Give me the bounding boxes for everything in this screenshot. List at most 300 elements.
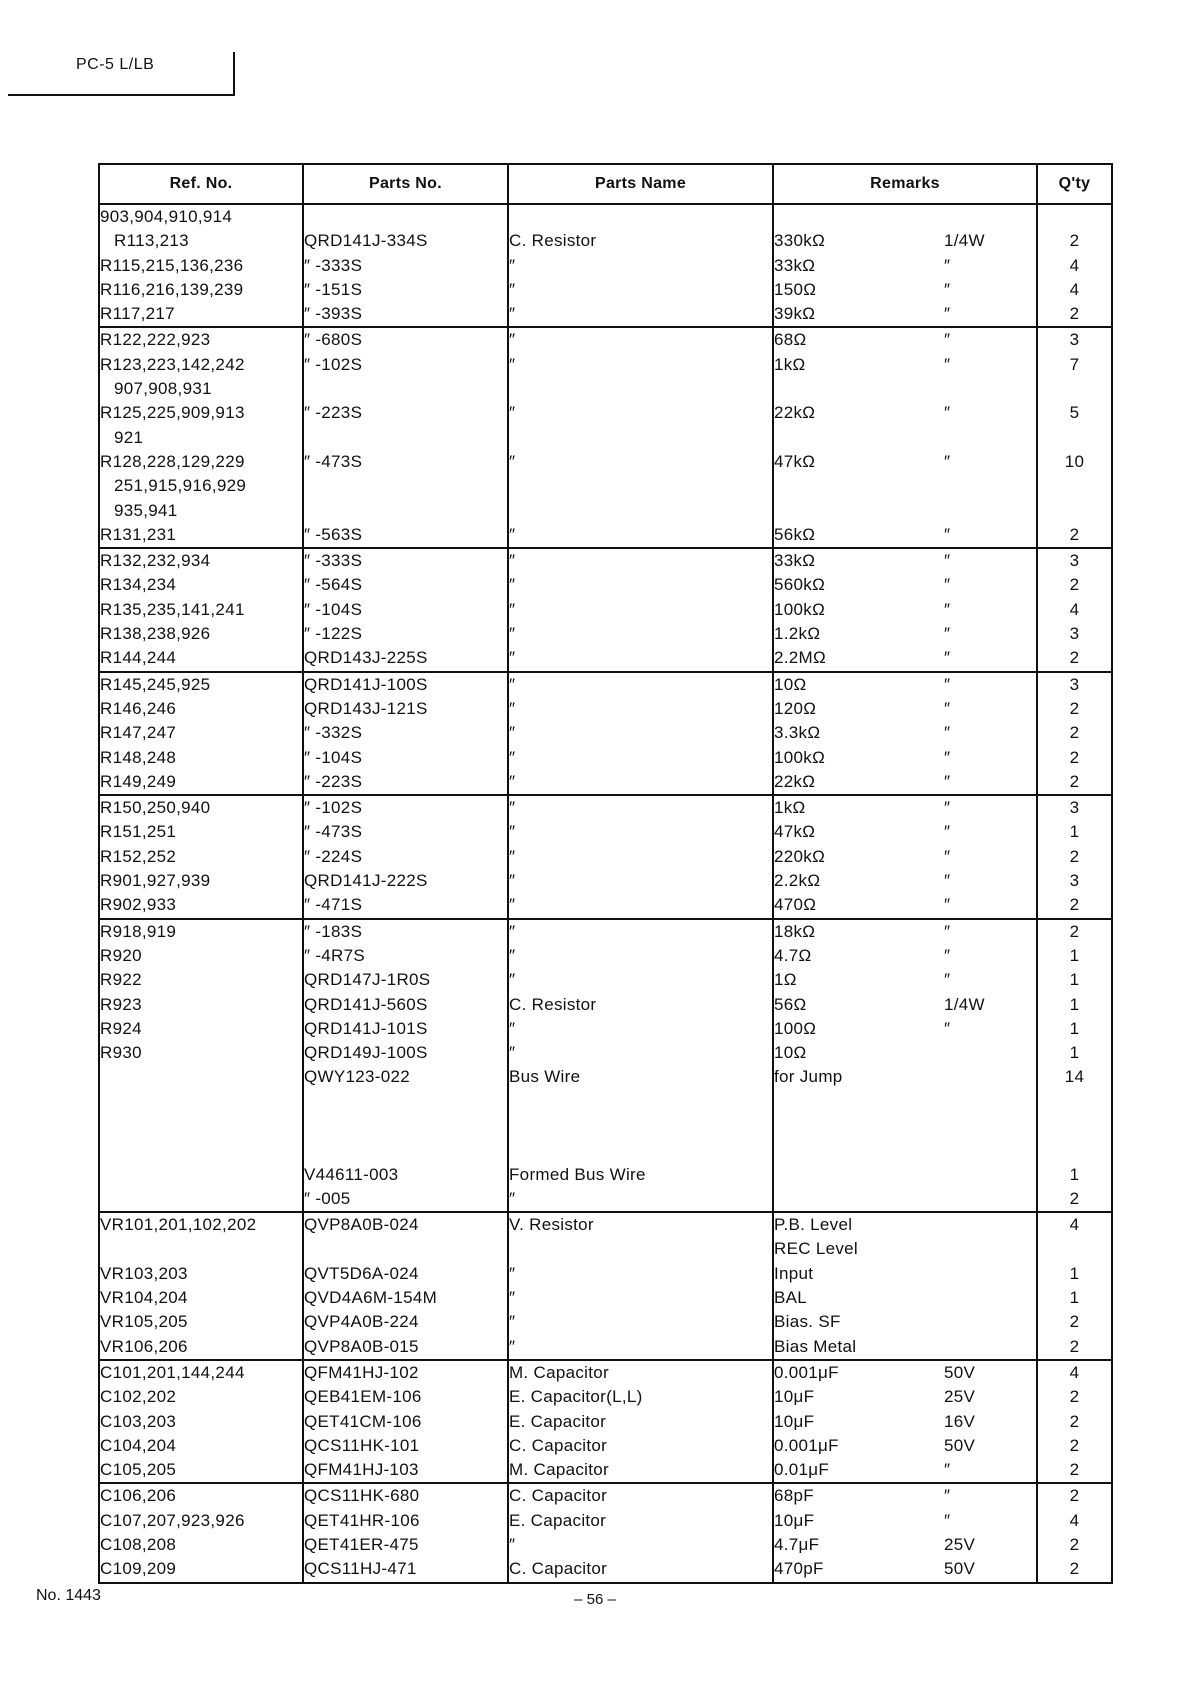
ref-no-line: R145,245,925 — [100, 674, 211, 694]
remarks-value: 0.01μF — [774, 1460, 830, 1480]
ref-no-cell — [99, 869, 303, 893]
parts-name-text: ″ — [509, 747, 516, 767]
parts-no-cell — [303, 1212, 508, 1262]
table-row — [99, 204, 1112, 254]
ref-no-line: C107,207,923,926 — [100, 1510, 245, 1530]
ref-no-cell — [99, 770, 303, 795]
remarks-rating: ″ — [944, 451, 951, 471]
table-row — [99, 746, 1112, 770]
ref-no-cell — [99, 1360, 303, 1385]
remarks-value: 1kΩ — [774, 798, 806, 818]
remarks-rating: ″ — [944, 304, 951, 324]
parts-name-text: ″ — [509, 846, 516, 866]
ref-no-cell — [99, 820, 303, 844]
remarks-value: 4.7μF — [774, 1535, 820, 1555]
remarks-rating: ″ — [944, 575, 951, 595]
remarks-cell — [773, 746, 1037, 770]
parts-no-cell — [303, 646, 508, 671]
parts-name-text: ″ — [509, 551, 516, 571]
ref-no-line: R922 — [100, 970, 142, 990]
remarks-cell — [773, 968, 1037, 992]
remarks-line — [774, 1187, 1036, 1211]
qty-text: 2 — [1069, 1535, 1080, 1555]
table-row — [99, 548, 1112, 573]
qty-cell — [1037, 1509, 1112, 1533]
parts-name-cell — [508, 1090, 773, 1114]
table-row — [99, 919, 1112, 944]
qty-text: 4 — [1069, 1510, 1080, 1530]
parts-no-text — [304, 377, 507, 401]
remarks-value: 39kΩ — [774, 304, 816, 324]
parts-no-text — [304, 1114, 507, 1138]
remarks-line — [774, 401, 1036, 425]
remarks-value: 10μF — [774, 1510, 815, 1530]
qty-cell — [1037, 770, 1112, 795]
remarks-rating: ″ — [944, 330, 951, 350]
qty-text: 2 — [1069, 846, 1080, 866]
table-row — [99, 1138, 1112, 1162]
remarks-line — [774, 278, 1036, 302]
remarks-cell — [773, 450, 1037, 523]
remarks-line — [774, 1138, 1036, 1162]
qty-cell — [1037, 845, 1112, 869]
ref-no-cell — [99, 1483, 303, 1508]
parts-no-cell — [303, 1041, 508, 1065]
parts-name-text: V. Resistor — [509, 1215, 594, 1235]
parts-name-cell — [508, 204, 773, 254]
ref-no-cell — [99, 1509, 303, 1533]
qty-cell — [1037, 721, 1112, 745]
parts-no-cell — [303, 869, 508, 893]
ref-no-line: R918,919 — [100, 921, 177, 941]
remarks-cell — [773, 1262, 1037, 1286]
remarks-line — [774, 944, 1036, 968]
remarks-line — [774, 549, 1036, 573]
qty-text: 2 — [1069, 771, 1080, 791]
ref-no-cell — [99, 1286, 303, 1310]
parts-no-text: QVP8A0B-015 — [304, 1336, 419, 1356]
remarks-rating: ″ — [944, 1018, 951, 1038]
remarks-line — [774, 1310, 1036, 1334]
parts-name-text: ″ — [509, 871, 516, 891]
parts-no-text: QRD143J-121S — [304, 698, 428, 718]
column-header-ref-no: Ref. No. — [99, 164, 303, 204]
remarks-value: Input — [774, 1263, 814, 1283]
parts-name-text — [509, 1138, 772, 1162]
ref-no-cell — [99, 746, 303, 770]
remarks-line — [774, 1385, 1036, 1409]
ref-no-line — [100, 1187, 302, 1211]
ref-no-line: R123,223,142,242 — [100, 354, 245, 374]
ref-no-cell — [99, 646, 303, 671]
parts-name-cell — [508, 646, 773, 671]
remarks-value: 560kΩ — [774, 575, 826, 595]
parts-name-text: ″ — [509, 1043, 516, 1063]
ref-no-cell — [99, 622, 303, 646]
parts-no-cell — [303, 1483, 508, 1508]
parts-name-cell — [508, 746, 773, 770]
ref-no-line: R148,248 — [100, 747, 177, 767]
remarks-line — [774, 746, 1036, 770]
parts-no-text: QRD141J-100S — [304, 674, 428, 694]
ref-no-line: R930 — [100, 1043, 142, 1063]
table-row — [99, 1483, 1112, 1508]
parts-no-text: ″ -223S — [304, 403, 363, 423]
remarks-line — [774, 1361, 1036, 1385]
parts-no-text — [304, 499, 507, 523]
table-row — [99, 1065, 1112, 1089]
ref-no-line: C103,203 — [100, 1411, 177, 1431]
remarks-line — [774, 450, 1036, 474]
qty-text: 2 — [1069, 231, 1080, 251]
parts-name-cell — [508, 1041, 773, 1065]
parts-name-text: E. Capacitor — [509, 1411, 607, 1431]
ref-no-cell — [99, 1065, 303, 1089]
parts-no-cell — [303, 968, 508, 992]
qty-cell — [1037, 1410, 1112, 1434]
remarks-value: 150Ω — [774, 279, 817, 299]
parts-no-cell — [303, 1533, 508, 1557]
remarks-cell — [773, 1410, 1037, 1434]
parts-no-text: QRD141J-334S — [304, 231, 428, 251]
parts-name-text: ″ — [509, 304, 516, 324]
parts-name-text: ″ — [509, 798, 516, 818]
qty-cell — [1037, 1335, 1112, 1360]
remarks-line — [774, 673, 1036, 697]
parts-name-text: ″ — [509, 945, 516, 965]
remarks-line — [774, 869, 1036, 893]
parts-no-text: ″ -151S — [304, 279, 363, 299]
remarks-value: 10Ω — [774, 674, 807, 694]
ref-no-line: C101,201,144,244 — [100, 1362, 245, 1382]
remarks-cell — [773, 302, 1037, 327]
remarks-line — [774, 1410, 1036, 1434]
qty-text: 2 — [1069, 1486, 1080, 1506]
parts-no-cell — [303, 697, 508, 721]
qty-cell — [1037, 278, 1112, 302]
parts-no-text: QWY123-022 — [304, 1067, 410, 1087]
remarks-cell — [773, 1434, 1037, 1458]
remarks-line — [774, 1286, 1036, 1310]
remarks-line — [774, 920, 1036, 944]
table-row — [99, 450, 1112, 523]
qty-cell — [1037, 1163, 1112, 1187]
remarks-line — [774, 697, 1036, 721]
parts-name-cell — [508, 327, 773, 352]
table-row — [99, 845, 1112, 869]
remarks-line — [774, 820, 1036, 844]
ref-no-cell — [99, 1434, 303, 1458]
ref-no-cell — [99, 1533, 303, 1557]
parts-no-text: ″ -333S — [304, 255, 363, 275]
ref-no-line: VR101,201,102,202 — [100, 1215, 257, 1235]
remarks-value: 47kΩ — [774, 451, 816, 471]
parts-no-cell — [303, 820, 508, 844]
parts-no-text: QFM41HJ-103 — [304, 1460, 419, 1480]
table-row — [99, 523, 1112, 548]
remarks-value: 100Ω — [774, 1018, 817, 1038]
remarks-cell — [773, 1114, 1037, 1138]
qty-text: 2 — [1069, 575, 1080, 595]
parts-no-text: ″ -393S — [304, 304, 363, 324]
remarks-rating: ″ — [944, 1510, 951, 1530]
remarks-line — [774, 1017, 1036, 1041]
ref-no-line: C105,205 — [100, 1460, 177, 1480]
parts-no-text: QET41HR-106 — [304, 1510, 420, 1530]
remarks-value: 120Ω — [774, 698, 817, 718]
ref-no-cell — [99, 573, 303, 597]
parts-no-text: ″ -122S — [304, 624, 363, 644]
remarks-cell — [773, 523, 1037, 548]
remarks-rating: ″ — [944, 1460, 951, 1480]
remarks-value: 470Ω — [774, 895, 817, 915]
parts-no-cell — [303, 278, 508, 302]
ref-no-line: VR103,203 — [100, 1263, 188, 1283]
remarks-value: 2.2kΩ — [774, 871, 821, 891]
parts-no-text: QFM41HJ-102 — [304, 1362, 419, 1382]
remarks-cell — [773, 1385, 1037, 1409]
qty-cell — [1037, 820, 1112, 844]
ref-no-cell — [99, 1410, 303, 1434]
parts-no-cell — [303, 1557, 508, 1582]
parts-no-text: QET41ER-475 — [304, 1535, 419, 1555]
remarks-cell — [773, 795, 1037, 820]
parts-list-table — [98, 163, 1113, 1584]
ref-no-line: R923 — [100, 994, 142, 1014]
ref-no-line: R135,235,141,241 — [100, 599, 245, 619]
remarks-line — [774, 377, 1036, 401]
table-header-row — [99, 164, 1112, 204]
parts-name-text: C. Capacitor — [509, 1435, 608, 1455]
qty-text: 2 — [1069, 524, 1080, 544]
remarks-cell — [773, 204, 1037, 254]
remarks-rating: 50V — [944, 1362, 976, 1382]
parts-name-text: ″ — [509, 771, 516, 791]
qty-text: 1 — [1069, 1043, 1080, 1063]
remarks-line — [774, 1237, 1036, 1261]
parts-no-text: ″ -183S — [304, 921, 363, 941]
parts-no-cell — [303, 893, 508, 918]
qty-text — [1038, 1090, 1111, 1114]
parts-name-cell — [508, 721, 773, 745]
qty-cell — [1037, 968, 1112, 992]
ref-no-line: R150,250,940 — [100, 798, 211, 818]
qty-text: 2 — [1069, 1312, 1080, 1332]
parts-name-text: ″ — [509, 1188, 516, 1208]
remarks-value: 22kΩ — [774, 771, 816, 791]
ref-no-line: 251,915,916,929 — [114, 476, 247, 496]
qty-text — [1038, 205, 1111, 229]
parts-name-text: ″ — [509, 698, 516, 718]
qty-text: 1 — [1069, 1164, 1080, 1184]
qty-text: 2 — [1069, 723, 1080, 743]
parts-name-text — [509, 499, 772, 523]
parts-no-cell — [303, 1090, 508, 1114]
qty-text: 7 — [1069, 354, 1080, 374]
remarks-line — [774, 1065, 1036, 1089]
table-row — [99, 1335, 1112, 1360]
table-row — [99, 893, 1112, 918]
table-row — [99, 254, 1112, 278]
table-row — [99, 1509, 1112, 1533]
qty-cell — [1037, 523, 1112, 548]
qty-cell — [1037, 450, 1112, 523]
parts-name-cell — [508, 1360, 773, 1385]
parts-no-text: QVP4A0B-224 — [304, 1312, 419, 1332]
remarks-rating: ″ — [944, 871, 951, 891]
remarks-value: 220kΩ — [774, 846, 826, 866]
parts-no-cell — [303, 770, 508, 795]
ref-no-line — [100, 1237, 302, 1261]
qty-text: 4 — [1069, 279, 1080, 299]
qty-cell — [1037, 697, 1112, 721]
ref-no-cell — [99, 1335, 303, 1360]
parts-no-cell — [303, 1114, 508, 1138]
parts-name-cell — [508, 1557, 773, 1582]
remarks-value: P.B. Level — [774, 1215, 853, 1235]
ref-no-cell — [99, 598, 303, 622]
remarks-value: for Jump — [774, 1067, 843, 1087]
remarks-cell — [773, 573, 1037, 597]
remarks-line — [774, 328, 1036, 352]
remarks-cell — [773, 1533, 1037, 1557]
qty-cell — [1037, 1041, 1112, 1065]
table-row — [99, 353, 1112, 402]
remarks-line — [774, 598, 1036, 622]
qty-text: 2 — [1069, 1188, 1080, 1208]
qty-text: 4 — [1069, 599, 1080, 619]
qty-cell — [1037, 944, 1112, 968]
remarks-rating: ″ — [944, 798, 951, 818]
parts-name-cell — [508, 278, 773, 302]
ref-no-line: C108,208 — [100, 1535, 177, 1555]
remarks-value: 100kΩ — [774, 599, 826, 619]
parts-name-cell — [508, 1114, 773, 1138]
parts-name-text: C. Capacitor — [509, 1559, 608, 1579]
remarks-line — [774, 229, 1036, 253]
remarks-cell — [773, 401, 1037, 450]
remarks-line — [774, 1484, 1036, 1508]
ref-no-cell — [99, 968, 303, 992]
remarks-rating: ″ — [944, 771, 951, 791]
table-row — [99, 770, 1112, 795]
parts-name-text: Formed Bus Wire — [509, 1164, 646, 1184]
qty-cell — [1037, 573, 1112, 597]
parts-name-cell — [508, 450, 773, 523]
parts-name-cell — [508, 1286, 773, 1310]
qty-text: 1 — [1069, 1018, 1080, 1038]
ref-no-line — [100, 1090, 302, 1114]
ref-no-cell — [99, 845, 303, 869]
table-row — [99, 1114, 1112, 1138]
ref-no-line: R115,215,136,236 — [100, 255, 244, 275]
remarks-line — [774, 1114, 1036, 1138]
parts-name-text: ″ — [509, 624, 516, 644]
parts-name-cell — [508, 869, 773, 893]
parts-name-text — [509, 377, 772, 401]
qty-text — [1038, 1138, 1111, 1162]
parts-name-cell — [508, 672, 773, 697]
parts-name-text: ″ — [509, 1263, 516, 1283]
parts-no-text: QRD141J-101S — [304, 1018, 428, 1038]
parts-name-cell — [508, 1458, 773, 1483]
remarks-cell — [773, 820, 1037, 844]
remarks-cell — [773, 697, 1037, 721]
table-row — [99, 1557, 1112, 1582]
remarks-rating: ″ — [944, 648, 951, 668]
remarks-value: Bias. SF — [774, 1312, 841, 1332]
table-row — [99, 278, 1112, 302]
qty-cell — [1037, 646, 1112, 671]
remarks-value: 0.001μF — [774, 1362, 839, 1382]
table-row — [99, 820, 1112, 844]
remarks-line — [774, 1213, 1036, 1237]
parts-no-cell — [303, 721, 508, 745]
parts-name-text: E. Capacitor(L,L) — [509, 1387, 643, 1407]
parts-name-cell — [508, 1335, 773, 1360]
remarks-cell — [773, 1090, 1037, 1114]
parts-name-text — [509, 1090, 772, 1114]
qty-text: 2 — [1069, 1559, 1080, 1579]
parts-name-cell — [508, 770, 773, 795]
parts-name-cell — [508, 1262, 773, 1286]
table-row — [99, 968, 1112, 992]
qty-text: 14 — [1064, 1067, 1085, 1087]
ref-no-cell — [99, 254, 303, 278]
model-label: PC-5 L/LB — [76, 56, 155, 73]
remarks-cell — [773, 1017, 1037, 1041]
remarks-rating: ″ — [944, 551, 951, 571]
qty-cell — [1037, 327, 1112, 352]
qty-cell — [1037, 1483, 1112, 1508]
remarks-cell — [773, 721, 1037, 745]
qty-cell — [1037, 1557, 1112, 1582]
parts-name-cell — [508, 1533, 773, 1557]
qty-cell — [1037, 302, 1112, 327]
parts-no-cell — [303, 204, 508, 254]
remarks-line — [774, 426, 1036, 450]
ref-no-line: VR105,205 — [100, 1312, 188, 1332]
remarks-cell — [773, 1483, 1037, 1508]
ref-no-cell — [99, 327, 303, 352]
parts-no-text: QVT5D6A-024 — [304, 1263, 419, 1283]
remarks-line — [774, 474, 1036, 498]
qty-cell — [1037, 893, 1112, 918]
remarks-value: 56Ω — [774, 994, 807, 1014]
qty-text — [1038, 1114, 1111, 1138]
remarks-rating: ″ — [944, 822, 951, 842]
ref-no-line: R147,247 — [100, 723, 177, 743]
remarks-rating: 1/4W — [944, 231, 985, 251]
remarks-cell — [773, 1509, 1037, 1533]
table-row — [99, 646, 1112, 671]
parts-table-body — [99, 204, 1112, 1583]
remarks-rating: ″ — [944, 723, 951, 743]
qty-cell — [1037, 672, 1112, 697]
ref-no-line: R113,213 — [114, 231, 189, 251]
remarks-cell — [773, 1360, 1037, 1385]
qty-text: 2 — [1069, 921, 1080, 941]
document-number: No. 1443 — [36, 1587, 101, 1604]
parts-name-cell — [508, 573, 773, 597]
remarks-value: 18kΩ — [774, 921, 816, 941]
remarks-line — [774, 1335, 1036, 1359]
parts-name-text: ″ — [509, 330, 516, 350]
parts-name-cell — [508, 401, 773, 450]
ref-no-line: 907,908,931 — [114, 379, 212, 399]
remarks-line — [774, 622, 1036, 646]
remarks-cell — [773, 327, 1037, 352]
